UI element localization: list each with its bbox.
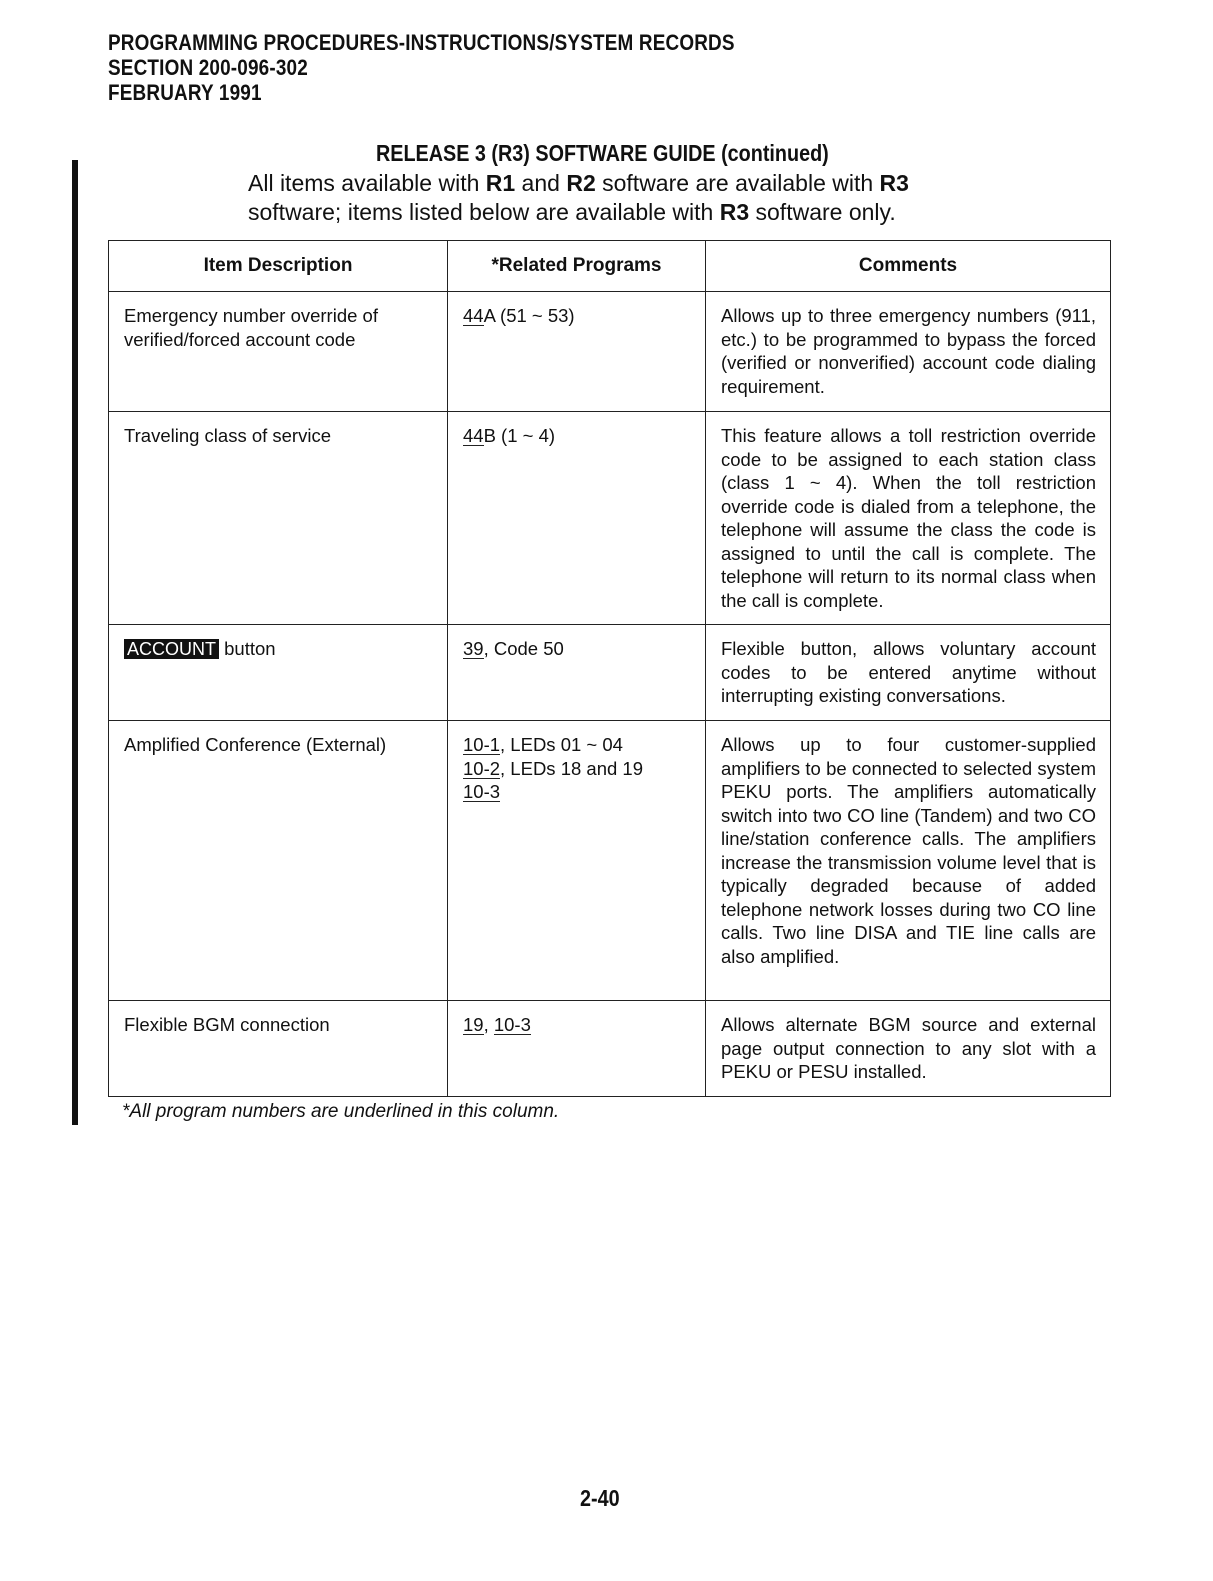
page-number: 2-40: [580, 1485, 620, 1511]
item-description: Flexible BGM connection: [109, 1001, 448, 1097]
intro-line-1: All items available with R1 and R2 software are available with R3: [248, 170, 909, 196]
program-number: 44: [463, 425, 484, 446]
item-description: Emergency number override of verified/forced account code: [109, 292, 448, 412]
program-number: 39: [463, 638, 484, 659]
comment: Allows up to three emergency numbers (911, etc.) to be programmed to bypass the forced (verified or nonverified) account code dialing requirement.: [706, 292, 1111, 412]
table-row: [109, 625, 1111, 721]
footnote: *All program numbers are underlined in this column.: [122, 1101, 560, 1122]
revision-bar: [72, 160, 78, 1125]
intro-line-2: software; items listed below are available with R3 software only.: [248, 199, 896, 225]
comment: Flexible button, allows voluntary account codes to be entered anytime without interrupting existing conversations.: [706, 625, 1111, 721]
program-number: 19: [463, 1014, 484, 1035]
item-description: Amplified Conference (External): [109, 721, 448, 1001]
account-key-label: ACCOUNT: [124, 639, 219, 659]
comment: This feature allows a toll restriction override code to be assigned to each station class (class 1 ~ 4). When the toll restriction override code is dialed from a telephone, the telephone will assume the class the code is assigned to until the call is complete. The telephone will return to its normal class when the call is complete.: [706, 412, 1111, 625]
related-programs: 39, Code 50: [448, 625, 706, 721]
software-guide-table: [108, 240, 1111, 1097]
column-header-programs: *Related Programs: [448, 241, 706, 292]
item-description: Traveling class of service: [109, 412, 448, 625]
header-line-1: PROGRAMMING PROCEDURES-INSTRUCTIONS/SYSTEM RECORDS: [108, 30, 735, 55]
table-row: [109, 721, 1111, 1001]
related-programs: 19, 10-3: [448, 1001, 706, 1097]
header-line-2: SECTION 200-096-302: [108, 55, 308, 80]
table-row: [109, 412, 1111, 625]
table-row: [109, 292, 1111, 412]
program-number: 10-1: [463, 734, 501, 755]
table-header-row: [109, 241, 1111, 292]
intro-paragraph: [248, 169, 909, 227]
comment: Allows alternate BGM source and external page output connection to any slot with a PEKU or PESU installed.: [706, 1001, 1111, 1097]
program-number: 10-3: [493, 1014, 531, 1035]
column-header-comments: Comments: [706, 241, 1111, 292]
guide-title: RELEASE 3 (R3) SOFTWARE GUIDE (continued): [376, 140, 829, 166]
related-programs: 44A (51 ~ 53): [448, 292, 706, 412]
program-number: 10-3: [463, 781, 501, 802]
column-header-item: Item Description: [109, 241, 448, 292]
table-row: [109, 1001, 1111, 1097]
related-programs: 10-1, LEDs 01 ~ 04 10-2, LEDs 18 and 19 10-3: [448, 721, 706, 1001]
header-line-3: FEBRUARY 1991: [108, 80, 262, 105]
item-description: ACCOUNT button: [109, 625, 448, 721]
related-programs: 44B (1 ~ 4): [448, 412, 706, 625]
program-number: 44: [463, 305, 484, 326]
comment: Allows up to four customer-supplied amplifiers to be connected to selected system PEKU ports. The amplifiers automatically switch into two CO line (Tandem) and two CO line/station conference calls. The amplifiers increase the transmission volume level that is typically degraded because of added telephone network losses during two CO line calls. Two line DISA and TIE line calls are also amplified.: [706, 721, 1111, 1001]
program-number: 10-2: [463, 757, 501, 779]
document-header: [108, 30, 837, 105]
